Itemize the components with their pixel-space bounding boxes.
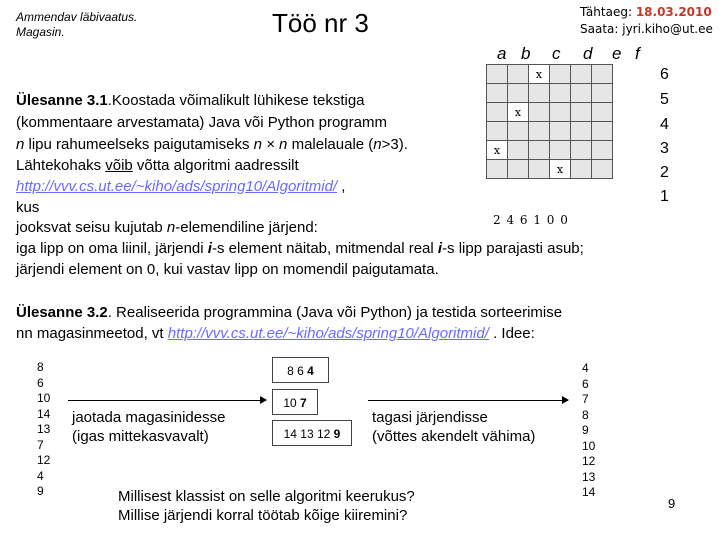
board-row-3 bbox=[487, 122, 613, 141]
board-col-label-f: f bbox=[635, 44, 640, 63]
var-i-2: i bbox=[437, 240, 443, 257]
board-state-sequence: 2 4 6 1 0 0 bbox=[493, 213, 569, 227]
task1-text-4c: võtta algoritmi aadressilt bbox=[132, 157, 299, 174]
board-row-label-2: 2 bbox=[660, 164, 669, 181]
board-cell-b3 bbox=[508, 122, 529, 141]
subtitle-line-1: Ammendav läbivaatus. bbox=[16, 10, 138, 24]
task1-line-7 bbox=[16, 219, 318, 236]
board-row-4 bbox=[487, 103, 613, 122]
output-item: 12 bbox=[582, 454, 596, 468]
queen-marker-b4: x bbox=[508, 103, 529, 122]
pop-label bbox=[372, 408, 535, 446]
board-cell-a1 bbox=[487, 160, 508, 179]
board-row-label-4: 4 bbox=[660, 116, 669, 133]
board-cell-d6 bbox=[550, 65, 571, 84]
board-cell-d4 bbox=[550, 103, 571, 122]
board-cell-e1 bbox=[571, 160, 592, 179]
output-item: 14 bbox=[582, 485, 596, 499]
task1-line-5 bbox=[16, 178, 345, 195]
task1-text-3d: malelauale ( bbox=[287, 136, 374, 153]
deadline-date: 18.03.2010 bbox=[635, 5, 712, 19]
board-cell-e4 bbox=[571, 103, 592, 122]
page-number: 9 bbox=[668, 496, 676, 511]
task1-text-8a: iga lipp on oma liinil, järjendi bbox=[16, 240, 208, 257]
task2-block bbox=[16, 302, 562, 344]
board-row-label-6: 6 bbox=[660, 66, 669, 83]
board-col-label-b: b bbox=[521, 44, 531, 63]
board-cell-f6 bbox=[592, 65, 613, 84]
task1-text-7a: jooksvat seisu kujutab bbox=[16, 219, 167, 236]
push-label bbox=[72, 408, 225, 446]
board-cell-d2 bbox=[550, 141, 571, 160]
task1-link-after: , bbox=[337, 178, 346, 195]
board-col-label-d: d bbox=[583, 44, 593, 63]
board-cell-f2 bbox=[592, 141, 613, 160]
board-row-1 bbox=[487, 160, 613, 179]
output-list bbox=[582, 361, 595, 501]
task2-text-2a: nn magasinmeetod, vt bbox=[16, 325, 168, 342]
board-cell-c3 bbox=[529, 122, 550, 141]
var-n-3: n bbox=[166, 219, 176, 236]
board-cell-e2 bbox=[571, 141, 592, 160]
board-cell-a4 bbox=[487, 103, 508, 122]
board-row-label-3: 3 bbox=[660, 140, 669, 157]
var-nxn: n × n bbox=[253, 136, 288, 153]
board-cell-f1 bbox=[592, 160, 613, 179]
board-cell-f4 bbox=[592, 103, 613, 122]
board-cell-c2 bbox=[529, 141, 550, 160]
board-cell-d3 bbox=[550, 122, 571, 141]
board-cell-e6 bbox=[571, 65, 592, 84]
question-2: Millise järjendi korral töötab kõige kiiremini? bbox=[118, 507, 408, 524]
task1-text-4a: Lähtekohaks bbox=[16, 157, 106, 174]
algorithms-link[interactable]: http://vvv.cs.ut.ee/~kiho/ads/spring10/Algoritmid/ bbox=[16, 178, 338, 195]
board-col-label-c: c bbox=[552, 44, 561, 63]
task1-line-8 bbox=[16, 240, 584, 257]
input-item: 10 bbox=[37, 391, 51, 405]
board-col-label-a: a bbox=[497, 44, 507, 63]
deadline-label: Tähtaeg: bbox=[580, 5, 636, 19]
board-cell-b6 bbox=[508, 65, 529, 84]
output-item: 4 bbox=[582, 361, 589, 375]
board-cell-c4 bbox=[529, 103, 550, 122]
push-arrow bbox=[68, 400, 266, 401]
var-n-2: n bbox=[373, 136, 382, 153]
task1-text-8e: -s lipp parajasti asub; bbox=[442, 240, 584, 257]
task1-line-6: kus bbox=[16, 199, 40, 216]
task1-line-3 bbox=[16, 136, 408, 153]
algorithms-link-2[interactable]: http://vvv.cs.ut.ee/~kiho/ads/spring10/Algoritmid/ bbox=[167, 325, 489, 342]
output-item: 13 bbox=[582, 469, 596, 484]
var-n: n bbox=[16, 136, 25, 153]
output-item: 9 bbox=[582, 423, 589, 437]
board-cell-b5 bbox=[508, 84, 529, 103]
input-item: 8 bbox=[37, 360, 44, 374]
task1-line-1 bbox=[16, 92, 365, 109]
input-item: 4 bbox=[37, 468, 44, 483]
task1-text-1: .Koostada võimalikult lühikese tekstiga bbox=[107, 92, 365, 109]
board-cell-c5 bbox=[529, 84, 550, 103]
stack-2-top: 7 bbox=[300, 396, 307, 410]
input-item: 7 bbox=[37, 437, 44, 452]
output-item: 7 bbox=[582, 392, 589, 406]
queen-marker-c6: x bbox=[529, 65, 550, 84]
board-row-label-1: 1 bbox=[660, 188, 669, 205]
page-title: Töö nr 3 bbox=[272, 8, 369, 38]
stack-3 bbox=[272, 420, 352, 446]
stack-1-items: 8 6 bbox=[287, 364, 308, 378]
board-cell-e5 bbox=[571, 84, 592, 103]
pop-label-line-2: (võttes akendelt vähima) bbox=[372, 428, 536, 445]
send-to: Saata: jyri.kiho@ut.ee bbox=[580, 22, 713, 36]
board-cell-f3 bbox=[592, 122, 613, 141]
board-row-5 bbox=[487, 84, 613, 103]
board-row-2 bbox=[487, 141, 613, 160]
pop-label-line-1: tagasi järjendisse bbox=[372, 409, 488, 426]
stack-3-items: 14 13 12 bbox=[283, 427, 334, 441]
input-item: 13 bbox=[37, 422, 51, 436]
queen-marker-a2: x bbox=[487, 141, 508, 160]
board-row-label-5: 5 bbox=[660, 91, 669, 108]
board-cell-a5 bbox=[487, 84, 508, 103]
task2-heading: Ülesanne 3.2 bbox=[16, 304, 108, 321]
board-row-6 bbox=[487, 65, 613, 84]
board-cell-d5 bbox=[550, 84, 571, 103]
board-cell-b2 bbox=[508, 141, 529, 160]
input-item: 14 bbox=[37, 406, 51, 421]
task2-text-1: . Realiseerida programmina (Java või Python) ja testida sorteerimise bbox=[107, 304, 563, 321]
task1-line-2: (kommentaare arvestamata) Java või Python programm bbox=[16, 114, 387, 131]
task1-text-7c: -elemendiline järjend: bbox=[175, 219, 318, 236]
input-list bbox=[37, 360, 50, 500]
task1-text-3f: >3). bbox=[381, 136, 408, 153]
stack-2-items: 10 bbox=[283, 396, 300, 410]
subtitle-block bbox=[16, 10, 137, 40]
input-item: 12 bbox=[37, 453, 51, 467]
push-label-line-2: (igas mittekasvavalt) bbox=[72, 428, 209, 445]
board-cell-f5 bbox=[592, 84, 613, 103]
questions bbox=[118, 487, 415, 525]
deadline-block bbox=[580, 4, 713, 38]
question-1: Millisest klassist on selle algoritmi keerukus? bbox=[118, 488, 415, 505]
task1-heading: Ülesanne 3.1 bbox=[16, 92, 108, 109]
board-cell-e3 bbox=[571, 122, 592, 141]
task1-text-8c: -s element näitab, mitmendal real bbox=[211, 240, 438, 257]
input-item: 9 bbox=[37, 484, 44, 498]
stack-1 bbox=[272, 357, 329, 383]
task1-line-4 bbox=[16, 157, 299, 174]
input-item: 6 bbox=[37, 375, 44, 390]
queen-marker-d1: x bbox=[550, 160, 571, 179]
subtitle-line-2: Magasin. bbox=[16, 25, 65, 39]
task2-text-2b: . Idee: bbox=[488, 325, 535, 342]
stack-3-top: 9 bbox=[333, 427, 341, 441]
board-cell-c1 bbox=[529, 160, 550, 179]
stack-1-top: 4 bbox=[307, 364, 314, 378]
task1-text-4b: võib bbox=[105, 157, 133, 174]
output-item: 6 bbox=[582, 376, 589, 391]
var-i: i bbox=[207, 240, 212, 257]
pop-arrow bbox=[368, 400, 568, 401]
board-cell-b1 bbox=[508, 160, 529, 179]
board-cell-a6 bbox=[487, 65, 508, 84]
stack-2 bbox=[272, 389, 318, 415]
board-col-label-e: e bbox=[612, 44, 622, 63]
task1-line-9: järjendi element on 0, kui vastav lipp on momendil paigutamata. bbox=[16, 261, 439, 278]
output-item: 8 bbox=[582, 407, 589, 422]
board-cell-a3 bbox=[487, 122, 508, 141]
push-label-line-1: jaotada magasinidesse bbox=[72, 409, 226, 426]
chess-board bbox=[486, 64, 613, 179]
output-item: 10 bbox=[582, 438, 596, 453]
task1-text-3b: lipu rahumeelseks paigutamiseks bbox=[24, 136, 254, 153]
